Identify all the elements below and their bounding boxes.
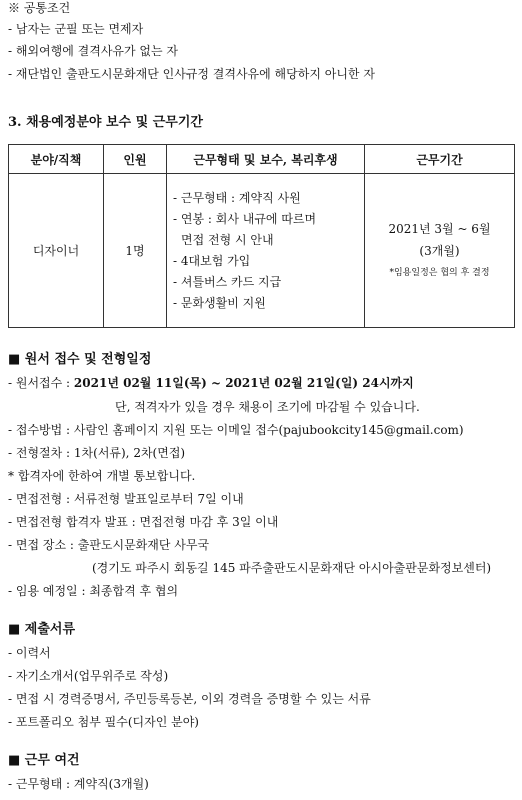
header-field: 분야/직책: [9, 145, 104, 174]
header-period: 근무기간: [365, 145, 515, 174]
apply-line: * 합격자에 한하여 개별 통보합니다.: [8, 469, 196, 483]
section3-title: 3. 채용예정분야 보수 및 근무기간: [8, 115, 203, 130]
table-header-row: [9, 145, 515, 174]
common-title: ※ 공통조건: [8, 1, 71, 15]
period-months: (3개월): [419, 243, 460, 258]
common-item: - 재단법인 출판도시문화재단 인사규정 결격사유에 해당하지 아니한 자: [8, 67, 375, 81]
deadline-value: 2021년 02월 11일(목) ~ 2021년 02월 21일(일) 24시까지: [73, 376, 414, 390]
cell-field: 디자이너: [9, 174, 104, 328]
docs-item: - 면접 시 경력증명서, 주민등록등본, 이외 경력을 증명할 수 있는 서류: [8, 692, 371, 706]
period-note: *임용일정은 협의 후 결정: [389, 267, 490, 278]
condition-item: - 셔틀버스 카드 지급: [173, 274, 282, 289]
apply-line: - 면접전형 : 서류전형 발표일로부터 7일 이내: [8, 492, 244, 506]
apply-line: - 면접 장소 : 출판도시문화재단 사무국: [8, 538, 210, 552]
apply-line: - 면접전형 합격자 발표 : 면접전형 마감 후 3일 이내: [8, 515, 279, 529]
condition-item: - 문화생활비 지원: [173, 295, 266, 310]
header-count: 인원: [104, 145, 167, 174]
deadline-label: - 원서접수 :: [8, 376, 74, 390]
apply-line: - 전형절차 : 1차(서류), 2차(면접): [8, 446, 186, 460]
table-row: [9, 174, 515, 328]
work-item: - 근무형태 : 계약직(3개월): [8, 777, 149, 791]
common-item: - 남자는 군필 또는 면제자: [8, 22, 144, 36]
apply-line: - 임용 예정일 : 최종합격 후 협의: [8, 584, 179, 598]
compensation-table: [8, 144, 515, 328]
period-range: 2021년 3월 ~ 6월: [388, 221, 491, 236]
apply-line: 단, 적격자가 있을 경우 채용이 조기에 마감될 수 있습니다.: [115, 400, 420, 414]
cell-conditions: [167, 174, 365, 328]
common-item: - 해외여행에 결격사유가 없는 자: [8, 44, 179, 58]
condition-item: - 연봉 : 회사 내규에 따르며: [173, 211, 317, 226]
deadline-line: [8, 375, 414, 391]
cell-count: 1명: [104, 174, 167, 328]
header-conditions: 근무형태 및 보수, 복리후생: [167, 145, 365, 174]
cell-period: [365, 174, 515, 328]
condition-item: - 4대보험 가입: [173, 253, 251, 268]
docs-title: ■ 제출서류: [8, 622, 76, 637]
apply-line: - 접수방법 : 사람인 홈페이지 지원 또는 이메일 접수(pajubookcity145@gmail.com): [8, 423, 464, 437]
docs-item: - 자기소개서(업무위주로 작성): [8, 669, 169, 683]
apply-title: ■ 원서 접수 및 전형일정: [8, 352, 152, 367]
condition-item: 면접 전형 시 안내: [181, 232, 274, 247]
docs-item: - 이력서: [8, 646, 51, 660]
work-title: ■ 근무 여건: [8, 753, 80, 768]
docs-item: - 포트폴리오 첨부 필수(디자인 분야): [8, 715, 199, 729]
apply-line: (경기도 파주시 회동길 145 파주출판도시문화재단 아시아출판문화정보센터): [92, 561, 492, 575]
condition-item: - 근무형태 : 계약직 사원: [173, 190, 301, 205]
